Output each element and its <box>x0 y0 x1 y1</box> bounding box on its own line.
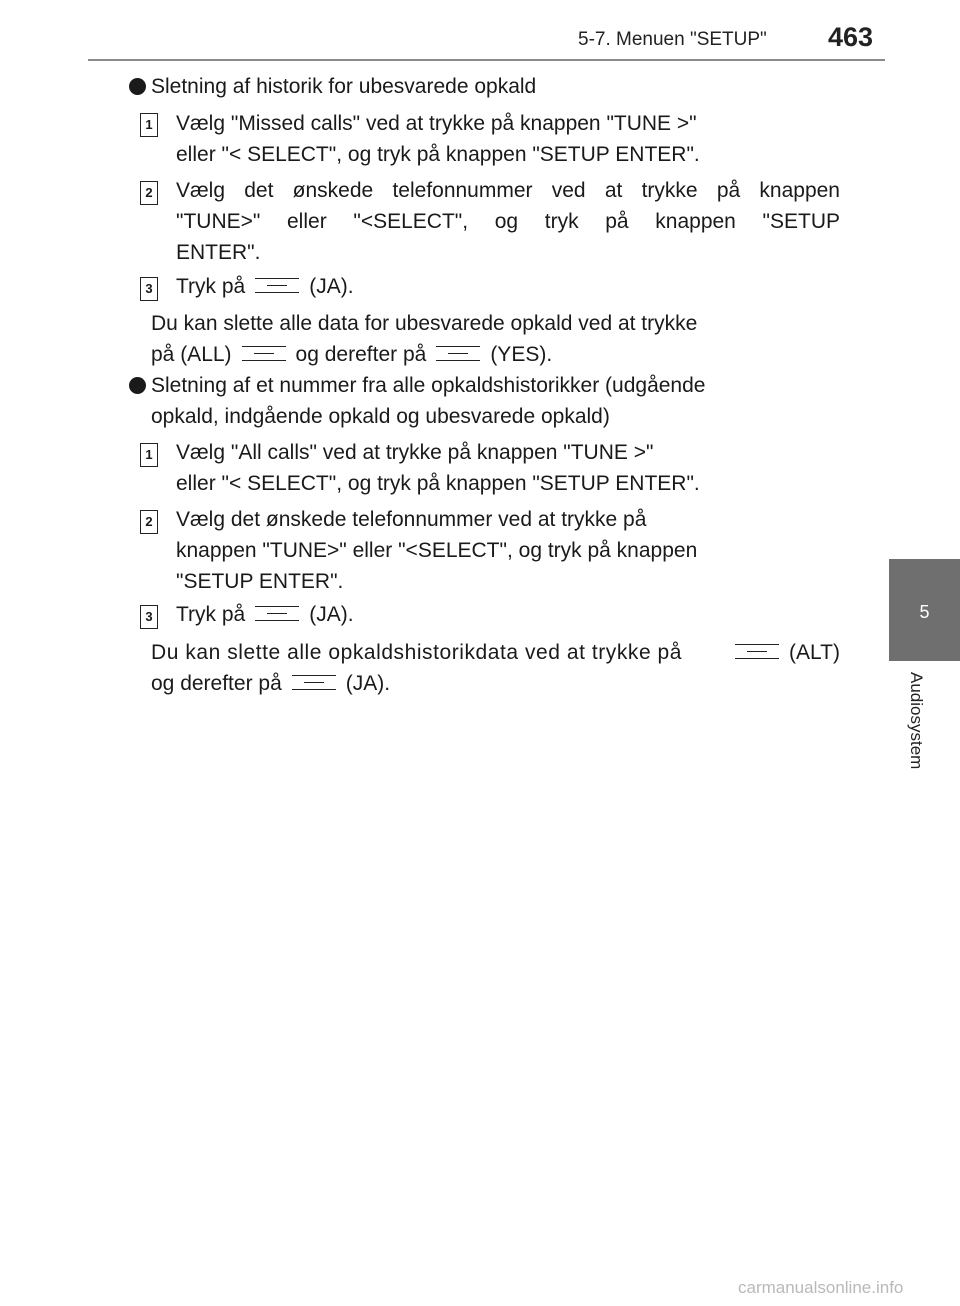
note-text-segment: og derefter på <box>295 343 427 366</box>
heading-line: Sletning af et nummer fra alle opkaldshistorikker (udgående <box>151 374 706 397</box>
step-number-box: 2 <box>140 510 158 534</box>
note-line: Du kan slette alle data for ubesvarede opkald ved at trykke <box>151 312 698 335</box>
step-line <box>176 206 840 237</box>
note-text-segment: (JA). <box>345 672 391 695</box>
key-icon <box>436 346 480 361</box>
note-text-segment: (ALT) <box>789 641 840 664</box>
step-number-box: 3 <box>140 277 158 301</box>
key-icon <box>255 606 299 621</box>
step-line-text: Vælg det ønskede telefonnummer ved at trykke på knappen <box>176 179 840 202</box>
step-number-box: 1 <box>140 113 158 137</box>
step-text-after: (JA). <box>309 603 354 626</box>
note-text-segment: og derefter på <box>151 672 282 695</box>
heading-line: opkald, indgående opkald og ubesvarede opkald) <box>151 405 610 428</box>
step-number-box: 1 <box>140 443 158 467</box>
note-line <box>151 637 840 668</box>
step-number-box: 3 <box>140 605 158 629</box>
key-icon <box>292 675 336 690</box>
bullet-icon <box>129 78 146 95</box>
page-number: 463 <box>828 22 874 52</box>
step-line-text: "TUNE>" eller "<SELECT", og tryk på knappen "SETUP <box>176 210 840 233</box>
section-title: 5-7. Menuen "SETUP" <box>578 29 767 50</box>
step-line: Vælg "All calls" ved at trykke på knappen "TUNE >" <box>176 441 654 464</box>
bullet-icon <box>129 377 146 394</box>
step-line: Vælg "Missed calls" ved at trykke på knappen "TUNE >" <box>176 112 697 135</box>
chapter-tab: 5 <box>889 559 960 661</box>
note-text-segment: på (ALL) <box>151 343 232 366</box>
step-line: "SETUP ENTER". <box>176 570 344 593</box>
step-text-before: Tryk på <box>176 603 246 626</box>
step-line: Vælg det ønskede telefonnummer ved at trykke på <box>176 508 647 531</box>
note-line <box>151 668 840 699</box>
step-text <box>176 271 354 302</box>
note-text <box>151 637 840 699</box>
step-text <box>176 504 697 597</box>
note-key-group <box>725 637 840 668</box>
step-line: knappen "TUNE>" eller "<SELECT", og tryk på knappen <box>176 539 698 562</box>
note-text-segment: Du kan slette alle opkaldshistorikdata ved at trykke på <box>151 641 683 664</box>
chapter-label: Audiosystem <box>907 672 926 770</box>
step-line: eller "< SELECT", og tryk på knappen "SETUP ENTER". <box>176 143 700 166</box>
key-icon <box>242 346 286 361</box>
header-rule <box>88 59 885 61</box>
key-icon <box>255 278 299 293</box>
step-text <box>176 175 840 268</box>
note-text-segment: (YES). <box>490 343 553 366</box>
step-number-box: 2 <box>140 181 158 205</box>
step-text <box>176 108 700 170</box>
section-heading <box>151 370 705 432</box>
step-line: eller "< SELECT", og tryk på knappen "SETUP ENTER". <box>176 472 700 495</box>
watermark-text: carmanualsonline.info <box>738 1278 904 1297</box>
step-line: ENTER". <box>176 241 261 264</box>
note-text <box>151 308 697 370</box>
step-text <box>176 437 700 499</box>
step-text-before: Tryk på <box>176 275 246 298</box>
key-icon <box>735 644 779 659</box>
step-line <box>176 175 840 206</box>
note-line <box>151 339 697 370</box>
step-text-after: (JA). <box>309 275 354 298</box>
step-text <box>176 599 354 630</box>
section-heading: Sletning af historik for ubesvarede opkald <box>151 75 537 98</box>
